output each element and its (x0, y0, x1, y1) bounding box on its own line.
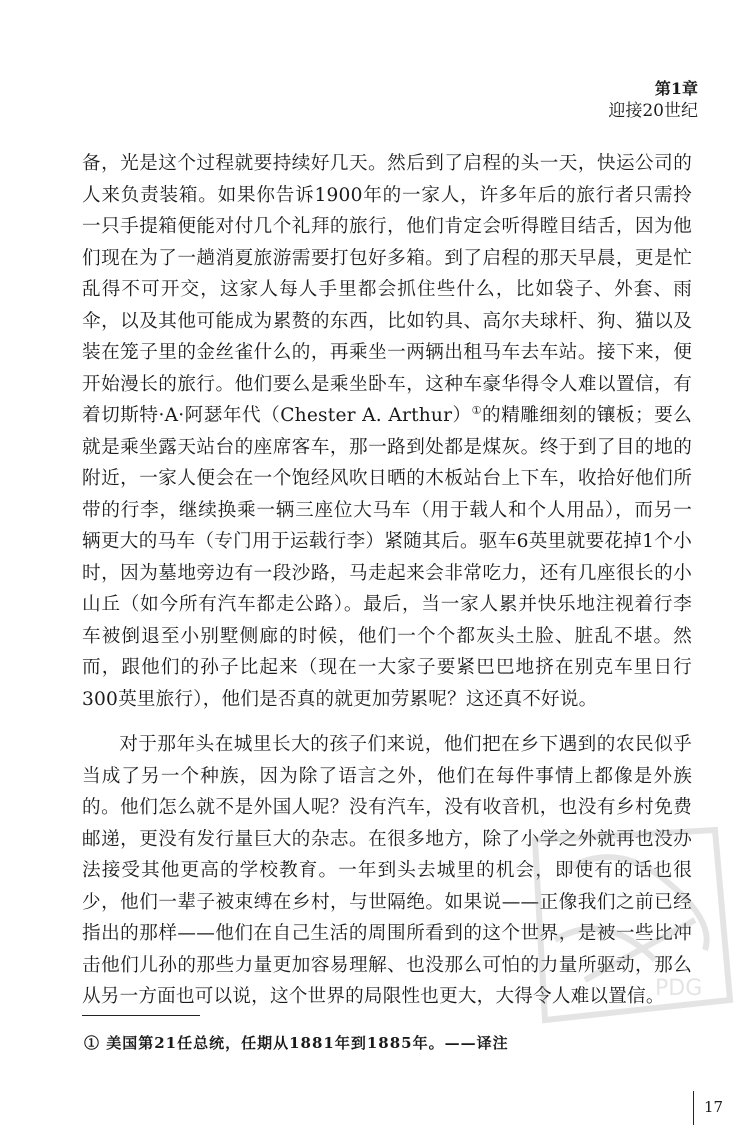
footnote-reference: ① (471, 403, 483, 417)
paragraph-1-part-a: 备，光是这个过程就要持续好几天。然后到了启程的头一天，快运公司的人来负责装箱。如果你告诉1900年的一家人，许多年后的旅行者只需拎一只手提箱便能对付几个礼拜的旅行，他们肯定会听得瞠目结舌，因为他们现在为了一趟消夏旅游需要打包好多箱。到了启程的那天早晨，更是忙乱得不可开交，这家人每人手里都会抓住些什么，比如袋子、外套、雨伞，以及其他可能成为累赘的东西，比如钓具、高尔夫球杆、狗、猫以及装在笼子里的金丝雀什么的，再乘坐一两辆出租马车去车站。接下来，便开始漫长的旅行。他们要么是乘坐卧车，这种车豪华得令人难以置信，有着切斯特·A·阿瑟年代（Chester A. Arthur） (82, 153, 692, 426)
paragraph-1-part-b: 的精雕细刻的镶板；要么就是乘坐露天站台的座席客车，那一路到处都是煤灰。终于到了目的地的附近，一家人便会在一个饱经风吹日晒的木板站台上下车，收拾好他们所带的行李，继续换乘一辆三座位大马车（用于载人和个人用品），而另一辆更大的马车（专门用于运载行李）紧随其后。驱车6英里就要花掉1个小时，因为墓地旁边有一段沙路，马走起来会非常吃力，还有几座很长的小山丘（如今所有汽车都走公路）。最后，当一家人累并快乐地注视着行李车被倒退至小别墅侧廊的时候，他们一个个都灰头土脸、脏乱不堪。然而，跟他们的孙子比起来（现在一大家子要紧巴巴地挤在别克车里日行300英里旅行），他们是否真的就更加劳累呢？这还真不好说。 (82, 405, 693, 710)
running-head (608, 78, 698, 122)
chapter-number: 第1章 (654, 79, 698, 98)
footnote-divider (82, 1015, 200, 1016)
paragraph-2: 对于那年头在城里长大的孩子们来说，他们把在乡下遇到的农民似乎当成了另一个种族，因为除了语言之外，他们在每件事情上都像是外族的。他们怎么就不是外国人呢？没有汽车，没有收音机，也没有乡村免费邮递，更没有发行量巨大的杂志。在很多地方，除了小学之外就再也没办法接受其他更高的学校教育。一年到头去城里的机会，即使有的话也很少，他们一辈子被束缚在乡村，与世隔绝。如果说——正像我们之前已经指出的那样——他们在自己生活的周围所看到的这个世界，是被一些比冲击他们儿孙的那些力量更加容易理解、也没那么可怕的力量所驱动，那么从另一方面也可以说，这个世界的局限性也更大，大得令人难以置信。 (82, 734, 692, 1007)
watermark-label: PDG (655, 976, 703, 1001)
paragraph-1 (82, 148, 692, 715)
page-number: 17 (704, 1098, 724, 1116)
chapter-title: 迎接20世纪 (608, 101, 698, 121)
footnote: ① 美国第21任总统，任期从1881年到1885年。——译注 (84, 1034, 509, 1052)
body-text (82, 148, 692, 1013)
page-number-divider (693, 1091, 694, 1125)
